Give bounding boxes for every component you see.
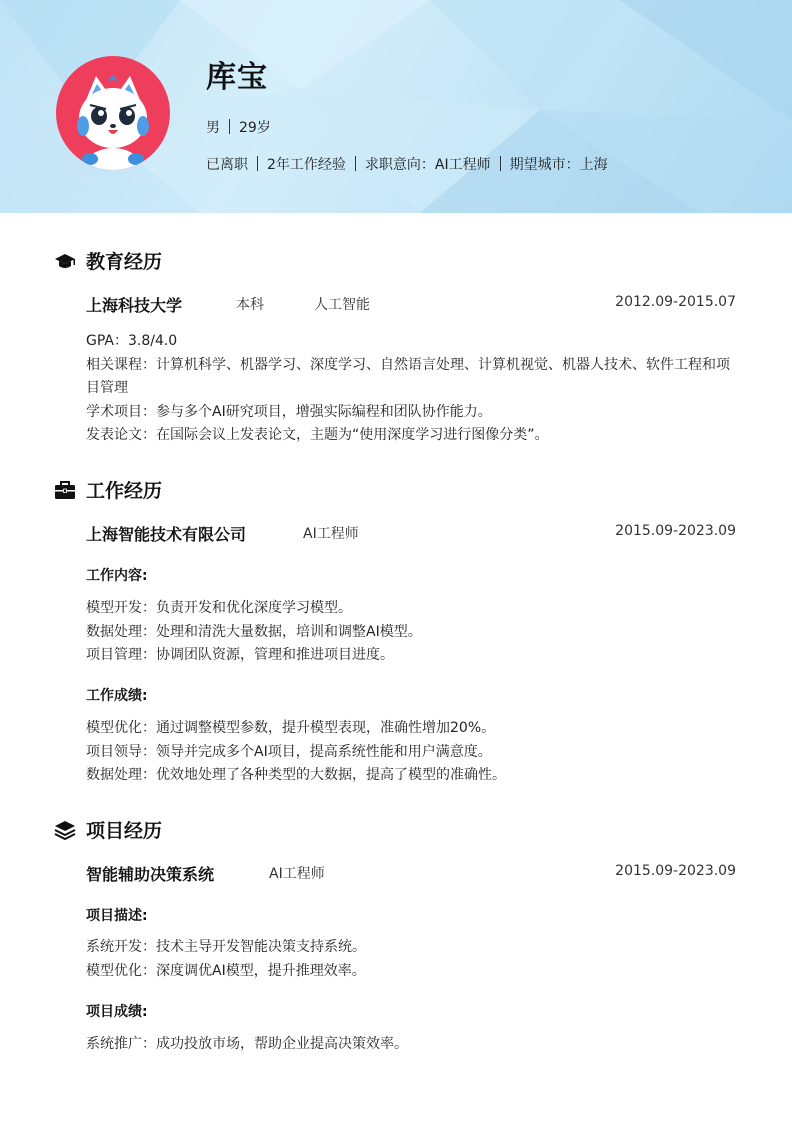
employment-status: 已离职 xyxy=(206,157,248,173)
separator xyxy=(355,156,356,171)
detail-line: 数据处理：优效地处理了各种类型的大数据，提高了模型的准确性。 xyxy=(86,767,506,783)
major: 人工智能 xyxy=(314,297,370,313)
education-date: 2012.09-2015.07 xyxy=(615,294,736,310)
school-name: 上海科技大学 xyxy=(86,296,183,315)
detail-line: 发表论文：在国际会议上发表论文，主题为“使用深度学习进行图像分类”。 xyxy=(86,427,549,443)
age: 29岁 xyxy=(239,120,271,136)
detail-line: 项目领导：领导并完成多个AI项目，提高系统性能和用户满意度。 xyxy=(86,743,492,760)
project-name: 智能辅助决策系统 xyxy=(86,865,215,884)
detail-line: 模型开发：负责开发和优化深度学习模型。 xyxy=(86,600,352,616)
project-results xyxy=(86,1033,736,1057)
detail-line: 数据处理：处理和清洗大量数据，培训和调整AI模型。 xyxy=(86,623,422,640)
layers-icon xyxy=(54,819,76,841)
work-results-label: 工作成绩: xyxy=(86,688,148,704)
detail-line: 学术项目：参与多个AI研究项目，增强实际编程和团队协作能力。 xyxy=(86,403,492,420)
work-section-title xyxy=(54,476,162,503)
briefcase-icon xyxy=(54,479,76,501)
graduation-cap-icon xyxy=(54,250,76,272)
work-content-label: 工作内容: xyxy=(86,568,148,584)
mascot-avatar-icon xyxy=(56,56,170,170)
detail-line: 系统开发：技术主导开发智能决策支持系统。 xyxy=(86,939,366,955)
work-role: AI工程师 xyxy=(303,526,359,542)
section-title-text: 教育经历 xyxy=(86,251,163,273)
project-role: AI工程师 xyxy=(269,866,325,882)
job-info xyxy=(206,154,608,174)
separator xyxy=(500,156,501,171)
work-content xyxy=(86,597,736,668)
job-intention: 求职意向：AI工程师 xyxy=(364,157,491,173)
basic-info xyxy=(206,117,271,137)
project-date: 2015.09-2023.09 xyxy=(615,863,736,879)
gender: 男 xyxy=(206,120,220,136)
section-title-text: 工作经历 xyxy=(86,480,163,502)
separator xyxy=(257,156,258,171)
degree: 本科 xyxy=(236,297,264,313)
resume-header xyxy=(0,0,792,213)
detail-line: 模型优化：通过调整模型参数，提升模型表现，准确性增加20%。 xyxy=(86,720,496,736)
detail-line: 相关课程：计算机科学、机器学习、深度学习、自然语言处理、计算机视觉、机器人技术、软件工程和项目管理 xyxy=(86,356,730,396)
avatar xyxy=(56,56,170,170)
education-section-title xyxy=(54,247,162,274)
project-results-label: 项目成绩: xyxy=(86,1004,148,1020)
candidate-name: 库宝 xyxy=(206,60,268,95)
expected-city: 期望城市：上海 xyxy=(509,157,608,173)
education-details xyxy=(86,330,736,448)
detail-line: 系统推广：成功投放市场，帮助企业提高决策效率。 xyxy=(86,1036,408,1052)
work-experience: 2年工作经验 xyxy=(267,157,346,173)
detail-line: GPA：3.8/4.0 xyxy=(86,333,178,349)
company-name: 上海智能技术有限公司 xyxy=(86,525,247,544)
project-section-title xyxy=(54,816,162,843)
detail-line: 模型优化：深度调优AI模型，提升推理效率。 xyxy=(86,962,366,979)
work-results xyxy=(86,717,736,788)
section-title-text: 项目经历 xyxy=(86,820,163,842)
separator xyxy=(229,119,230,134)
project-desc xyxy=(86,936,736,983)
project-desc-label: 项目描述: xyxy=(86,908,148,924)
work-date: 2015.09-2023.09 xyxy=(615,523,736,539)
detail-line: 项目管理：协调团队资源，管理和推进项目进度。 xyxy=(86,647,394,663)
